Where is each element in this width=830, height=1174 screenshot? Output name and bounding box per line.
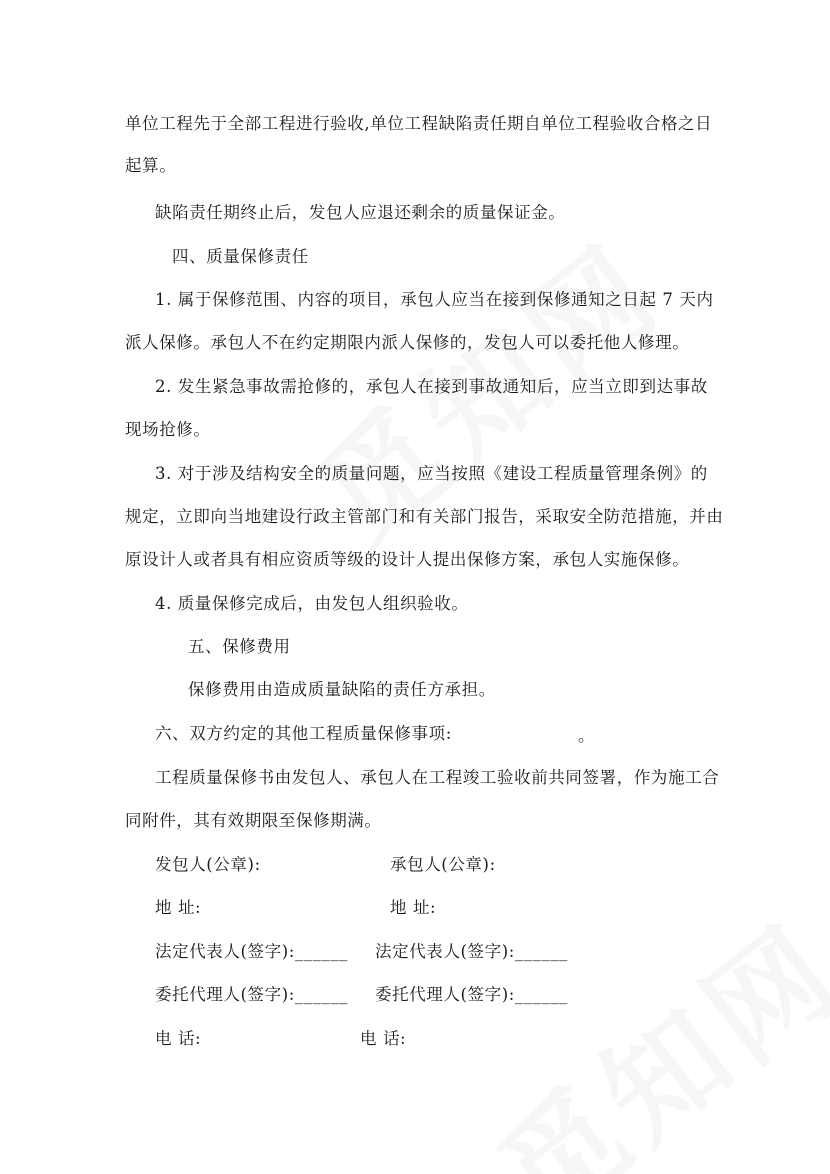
employer-address-label: 地 址: <box>155 898 202 917</box>
blank-end-mark: 。 <box>578 726 596 745</box>
list-item-line: 派人保修。承包人不在约定期限内派人保修的，发包人可以委托他人修理。 <box>125 333 690 352</box>
paragraph-line: 同附件，其有效期限至保修期满。 <box>125 811 382 830</box>
list-item-line: 3. 对于涉及结构安全的质量问题，应当按照《建设工程质量管理条例》的 <box>155 464 708 483</box>
employer-seal-label: 发包人(公章): <box>155 855 261 874</box>
contractor-phone-label: 电 话: <box>360 1029 407 1048</box>
contractor-legal-rep-label: 法定代表人(签字):______ <box>375 942 569 961</box>
contractor-address-label: 地 址: <box>390 898 437 917</box>
employer-agent-label: 委托代理人(签字):______ <box>155 985 349 1004</box>
employer-legal-rep-label: 法定代表人(签字):______ <box>155 942 349 961</box>
section-heading: 六、双方约定的其他工程质量保修事项: <box>155 724 452 743</box>
section-heading: 五、保修费用 <box>188 637 291 656</box>
contractor-seal-label: 承包人(公章): <box>390 855 496 874</box>
paragraph-line: 工程质量保修书由发包人、承包人在工程竣工验收前共同签署，作为施工合 <box>155 768 720 787</box>
paragraph-line: 起算。 <box>125 156 177 175</box>
list-item-line: 1. 属于保修范围、内容的项目，承包人应当在接到保修通知之日起 7 天内 <box>155 290 714 309</box>
list-item-line: 2. 发生紧急事故需抢修的，承包人在接到事故通知后，应当立即到达事故 <box>155 377 708 396</box>
list-item-line: 现场抢修。 <box>125 420 211 439</box>
watermark <box>458 878 830 1174</box>
paragraph-line: 保修费用由造成质量缺陷的责任方承担。 <box>188 680 496 699</box>
section-heading: 四、质量保修责任 <box>172 247 309 266</box>
paragraph-line: 单位工程先于全部工程进行验收,单位工程缺陷责任期自单位工程验收合格之日 <box>125 114 713 133</box>
list-item-line: 规定，立即向当地建设行政主管部门和有关部门报告，采取安全防范措施，并由 <box>125 507 724 526</box>
employer-phone-label: 电 话: <box>155 1029 202 1048</box>
list-item-line: 原设计人或者具有相应资质等级的设计人提出保修方案，承包人实施保修。 <box>125 550 690 569</box>
contractor-agent-label: 委托代理人(签字):______ <box>375 985 569 1004</box>
paragraph-line: 缺陷责任期终止后，发包人应退还剩余的质量保证金。 <box>155 203 566 222</box>
list-item-line: 4. 质量保修完成后，由发包人组织验收。 <box>155 594 469 613</box>
